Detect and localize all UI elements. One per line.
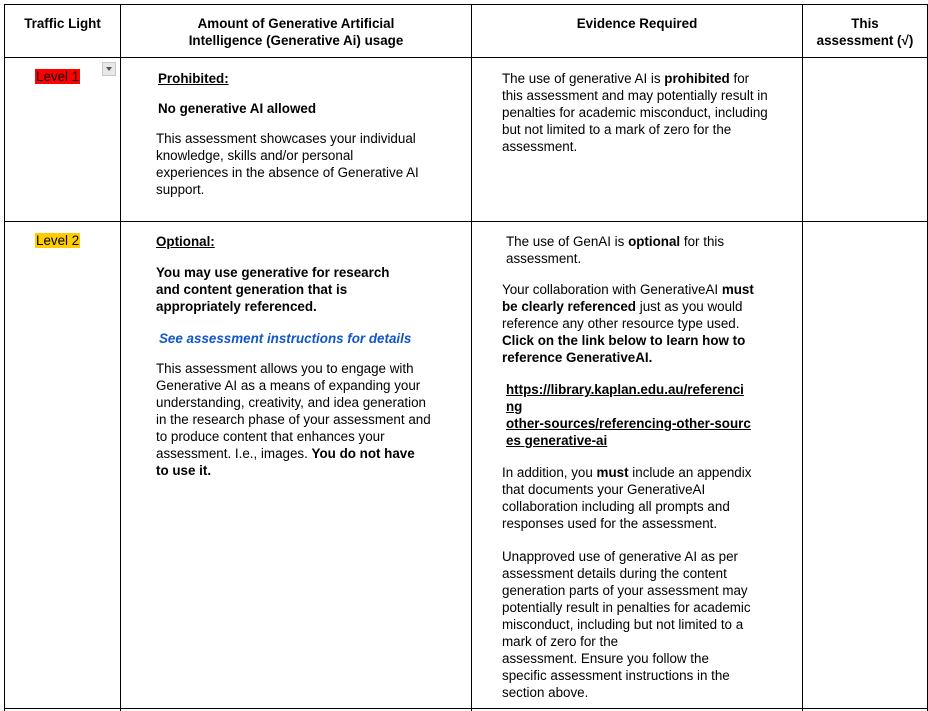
level1-desc-line: experiences in the absence of Generative AI [156,165,419,180]
see-instructions-link[interactable]: See assessment instructions for details [159,331,412,346]
evidence-line: reference GenerativeAI. [502,350,653,365]
evidence-line: mark of zero for the [502,634,619,649]
level1-cell [35,68,80,85]
evidence-line: specific assessment instructions in the [502,668,730,683]
evidence-line [506,233,796,250]
level2-badge: Level 2 [36,233,80,248]
grid-vline-3 [471,4,472,711]
level1-evidence-line: this assessment and may potentially result in [502,88,768,103]
evidence-line: generation parts of your assessment may [502,583,748,598]
level2-desc-line [156,445,466,462]
evidence-line: Unapproved use of generative AI as per [502,549,738,564]
level1-desc-line: support. [156,182,205,197]
link-line[interactable]: ng [506,399,523,414]
grid-hline-row1 [4,221,928,222]
link-line[interactable]: https://library.kaplan.edu.au/referenci [506,382,744,397]
header-traffic-light-text: Traffic Light [24,16,101,31]
optional-emphasis: optional [628,234,681,249]
text: include an appendix [628,465,752,480]
level1-desc-line: This assessment showcases your individual [156,131,416,146]
header-this-assessment-text: This assessment (√) [816,16,914,48]
evidence-line: assessment. Ensure you follow the [502,651,709,666]
level2-description [156,360,466,479]
evidence-line [502,281,798,298]
link-line[interactable]: other-sources/referencing-other-sourc [506,416,751,431]
header-this-assessment [803,5,927,57]
level2-bold-line: and content generation that is [156,282,348,297]
level1-dropdown-chevron-icon[interactable] [102,62,116,76]
level2-bold-line: You may use generative for research [156,265,390,280]
grid-vline-2 [120,4,121,711]
level1-badge: Level 1 [36,69,80,84]
text: for this [680,234,725,249]
level2-desc-line: This assessment allows you to engage with [156,361,414,376]
level1-evidence-line: but not limited to a mark of zero for the [502,122,732,137]
clearly-referenced-emphasis: be clearly referenced [502,299,636,314]
level2-cell [35,232,80,249]
level1-title: Prohibited: [158,71,229,86]
level2-title: Optional: [156,234,215,249]
level2-evidence-p3 [502,464,798,532]
text: for [729,71,750,86]
evidence-line: assessment details during the content [502,566,727,581]
evidence-line [502,298,798,315]
evidence-line: that documents your GenerativeAI [502,482,706,497]
evidence-line: potentially result in penalties for academic [502,600,751,615]
level2-evidence-p1 [506,233,796,267]
grid-hline-header [4,57,928,58]
grid-hline-row2 [4,708,928,709]
must-emphasis: must [596,465,629,480]
text: assessment. I.e., images. [156,446,312,461]
level1-subtitle: No generative AI allowed [158,101,317,116]
level1-evidence-line: assessment. [502,139,578,154]
level2-bold-line: appropriately referenced. [156,299,317,314]
level1-evidence-line: penalties for academic misconduct, including [502,105,768,120]
level2-bold-statement [156,264,456,315]
grid-vline-4 [802,4,803,711]
evidence-line: misconduct, including but not limited to a [502,617,744,632]
level1-evidence-line [502,70,797,87]
level2-desc-line: understanding, creativity, and idea generation [156,395,426,410]
level1-desc-line: knowledge, skills and/or personal [156,148,354,163]
must-emphasis: must [721,282,754,297]
header-traffic-light [5,5,120,57]
referencing-guide-link[interactable] [506,381,798,449]
header-ai-usage-text: Amount of Generative Artificial Intelligence (Generative Ai) usage [188,16,404,48]
text: The use of generative AI is [502,71,665,86]
level2-desc-line: in the research phase of your assessment and [156,412,431,427]
level2-desc-line: to use it. [156,463,212,478]
level2-evidence-p4 [502,548,798,701]
evidence-line [502,464,798,481]
do-not-have-emphasis: You do not have [311,446,415,461]
header-evidence-text: Evidence Required [576,16,698,31]
text: The use of GenAI is [506,234,629,249]
evidence-line: collaboration including all prompts and [502,499,730,514]
level2-evidence-p2 [502,281,798,366]
evidence-line: responses used for the assessment. [502,516,718,531]
level2-desc-line: Generative AI as a means of expanding your [156,378,421,393]
text: just as you would [636,299,743,314]
header-ai-usage [121,5,471,57]
level1-description [156,130,466,198]
header-evidence [472,5,802,57]
text: In addition, you [502,465,597,480]
text: Your collaboration with GenerativeAI [502,282,722,297]
level1-evidence [502,70,797,155]
grid-vline-1 [4,4,5,711]
prohibited-emphasis: prohibited [664,71,730,86]
evidence-line: assessment. [506,251,582,266]
level2-desc-line: to produce content that enhances your [156,429,385,444]
evidence-line: reference any other resource type used. [502,316,740,331]
link-line[interactable]: es generative-ai [506,433,608,448]
evidence-line: section above. [502,685,589,700]
evidence-line: Click on the link below to learn how to [502,333,746,348]
